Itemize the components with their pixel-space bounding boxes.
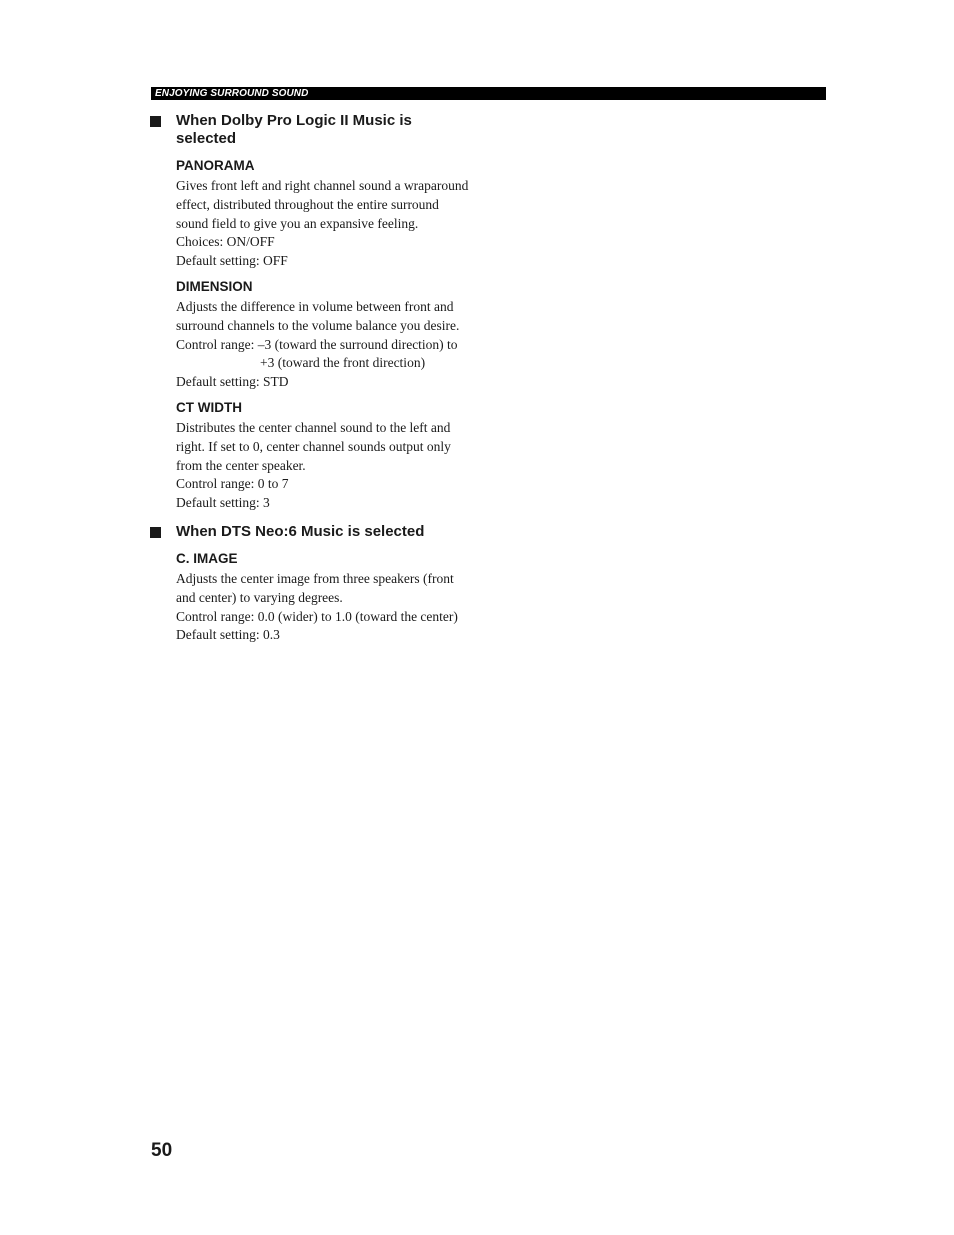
panorama-choices: Choices: ON/OFF [176,234,275,250]
section-header-label: ENJOYING SURROUND SOUND [155,88,309,99]
panorama-line: sound field to give you an expansive feeling. [176,215,419,231]
c-image-default: Default setting: 0.3 [176,627,280,643]
section-title: When DTS Neo:6 Music is selected [176,523,425,540]
dimension-range-continued: +3 (toward the front direction) [260,355,426,371]
section-title-line2: selected [176,130,237,147]
dimension-heading: DIMENSION [176,279,253,294]
panorama-heading: PANORAMA [176,158,255,173]
panorama-line: Gives front left and right channel sound a wraparound [176,178,469,193]
c-image-line: Adjusts the center image from three speakers (front [176,571,454,586]
section-dolby-pro-logic-ii-music [150,112,480,148]
black-square-icon [150,527,161,538]
page-number: 50 [151,1140,173,1161]
ct-width-line: from the center speaker. [176,457,306,473]
c-image-block [176,551,486,645]
ct-width-line: Distributes the center channel sound to the left and [176,420,451,435]
dimension-line: surround channels to the volume balance you desire. [176,317,460,333]
section-dts-neo6-music [150,523,480,541]
section-heading [150,523,480,541]
ct-width-default: Default setting: 3 [176,495,270,511]
dimension-range: Control range: –3 (toward the surround direction) to [176,336,458,352]
ct-width-line: right. If set to 0, center channel sounds output only [176,438,451,454]
dimension-line: Adjusts the difference in volume between front and [176,299,454,314]
ct-width-range: Control range: 0 to 7 [176,476,289,492]
panorama-line: effect, distributed throughout the entire surround [176,196,439,212]
c-image-heading: C. IMAGE [176,551,238,566]
section-header-bar [151,87,826,100]
ct-width-heading: CT WIDTH [176,400,242,415]
dimension-block [176,279,486,392]
c-image-range: Control range: 0.0 (wider) to 1.0 (toward the center) [176,608,458,624]
c-image-line: and center) to varying degrees. [176,589,343,605]
panorama-default: Default setting: OFF [176,253,288,269]
section-heading [150,112,480,148]
black-square-icon [150,116,161,127]
section-title-line1: When Dolby Pro Logic II Music is [176,112,412,129]
dimension-default: Default setting: STD [176,374,289,390]
panorama-block [176,158,486,271]
ct-width-block [176,400,486,513]
